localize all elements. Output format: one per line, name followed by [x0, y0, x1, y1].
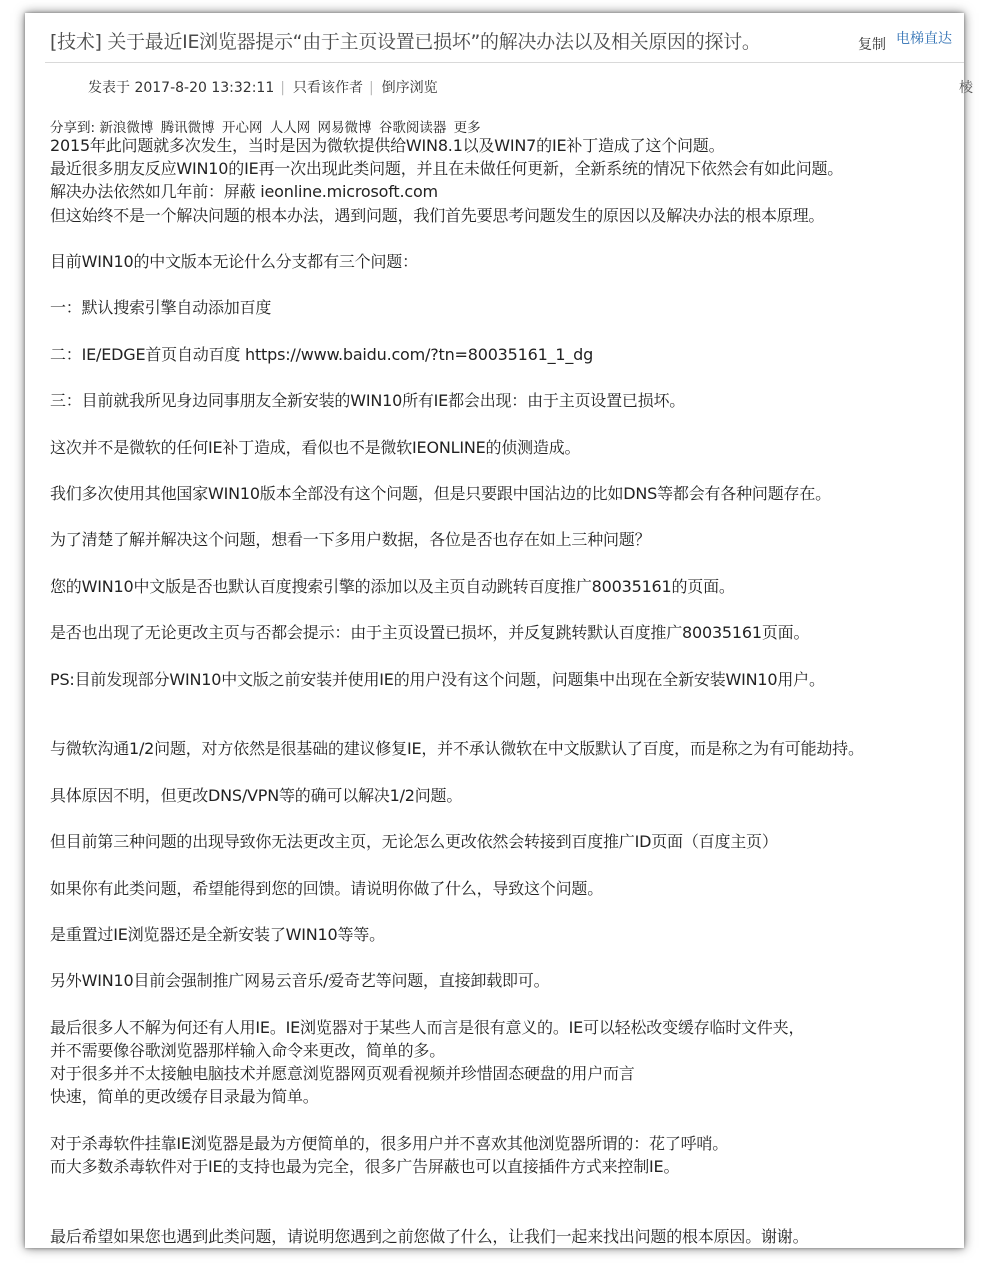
share-kaixin[interactable]: 开心网 [221, 120, 263, 136]
share-google-reader[interactable]: 谷歌阅读器 [378, 120, 447, 136]
share-renren[interactable]: 人人网 [269, 120, 311, 136]
share-bar [50, 116, 484, 136]
floor-jump-link[interactable]: 电梯直达 [896, 31, 952, 47]
share-tencent-weibo[interactable]: 腾讯微博 [160, 120, 215, 136]
post-date: 发表于 2017-8-20 13:32:11 [88, 80, 275, 96]
meta-separator: | [368, 80, 374, 96]
forum-post-card [25, 13, 973, 1248]
clipped-edge-text: 棱 [959, 80, 973, 96]
header-divider [45, 62, 964, 63]
share-more[interactable]: 更多 [453, 120, 481, 136]
post-title: [技术] 关于最近IE浏览器提示“由于主页设置已损坏”的解决办法以及相关原因的探讨。 [50, 31, 761, 53]
post-header [25, 13, 964, 63]
only-author-link[interactable]: 只看该作者 [292, 80, 363, 96]
share-netease-weibo[interactable]: 网易微博 [317, 120, 372, 136]
share-label: 分享到: [50, 120, 96, 136]
reverse-order-link[interactable]: 倒序浏览 [381, 80, 438, 96]
post-meta [88, 77, 438, 97]
meta-separator: | [280, 80, 285, 96]
share-sina-weibo[interactable]: 新浪微博 [99, 120, 154, 136]
post-body: 2015年此问题就多次发生，当时是因为微软提供给WIN8.1以及WIN7的IE补丁造成了这个问题。 最近很多朋友反应WIN10的IE再一次出现此类问题，并且在未做任何更新，全新系统的情况下依然会有如此问题。 解决办法依然如几年前：屏蔽 ieonline.microsoft.com 但这始终不是一个解决问题的根本办法，遇到问题，我们首先要思考问题发生的原因以及解决办法的根本原理。 目前WIN10的中文版本无论什么分支都有三个问题： 一：默认搜索引擎自动添加百度 二：IE/EDGE首页自动百度 https://www.baidu.com/?tn=80035161_1_dg 三：目前就我所见身边同事朋友全新安装的WIN10所有IE都会出现：由于主页设置已损坏。 这次并不是微软的任何IE补丁造成，看似也不是微软IEONLINE的侦测造成。 我们多次使用其他国家WIN10版本全部没有这个问题，但是只要跟中国沾边的比如DNS等都会有各种问题存在。 为了清楚了解并解决这个问题，想看一下多用户数据，各位是否也存在如上三种问题？ 您的WIN10中文版是否也默认百度搜索引擎的添加以及主页自动跳转百度推广80035161的页面。 是否也出现了无论更改主页与否都会提示：由于主页设置已损坏，并反复跳转默认百度推广80035161页面。 PS:目前发现部分WIN10中文版之前安装并使用IE的用户没有这个问题，问题集中出现在全新安装WIN10用户。 与微软沟通1/2问题，对方依然是很基础的建议修复IE，并不承认微软在中文版默认了百度，而是称之为有可能劫持。 具体原因不明，但更改DNS/VPN等的确可以解决1/2问题。 但目前第三种问题的出现导致你无法更改主页，无论怎么更改依然会转接到百度推广ID页面（百度主页） 如果你有此类问题，希望能得到您的回馈。请说明你做了什么，导致这个问题。 是重置过IE浏览器还是全新安装了WIN10等等。 另外WIN10目前会强制推广网易云音乐/爱奇艺等问题，直接卸载即可。 最后很多人不解为何还有人用IE。IE浏览器对于某些人而言是很有意义的。IE可以轻松改变缓存临时文件夹， 并不需要像谷歌浏览器那样输入命令来更改，简单的多。 对于很多并不太接触电脑技术并愿意浏览器网页观看视频并珍惜固态硬盘的用户而言 快速，简单的更改缓存目录最为简单。 对于杀毒软件挂靠IE浏览器是最为方便简单的，很多用户并不喜欢其他浏览器所谓的：花了呼哨。 而大多数杀毒软件对于IE的支持也最为完全，很多广告屏蔽也可以直接插件方式来控制IE。 最后希望如果您也遇到此类问题，请说明您遇到之前您做了什么，让我们一起来找出问题的根本原因。谢谢。 [50, 136, 864, 1246]
copy-link[interactable]: 复制 [858, 37, 886, 53]
